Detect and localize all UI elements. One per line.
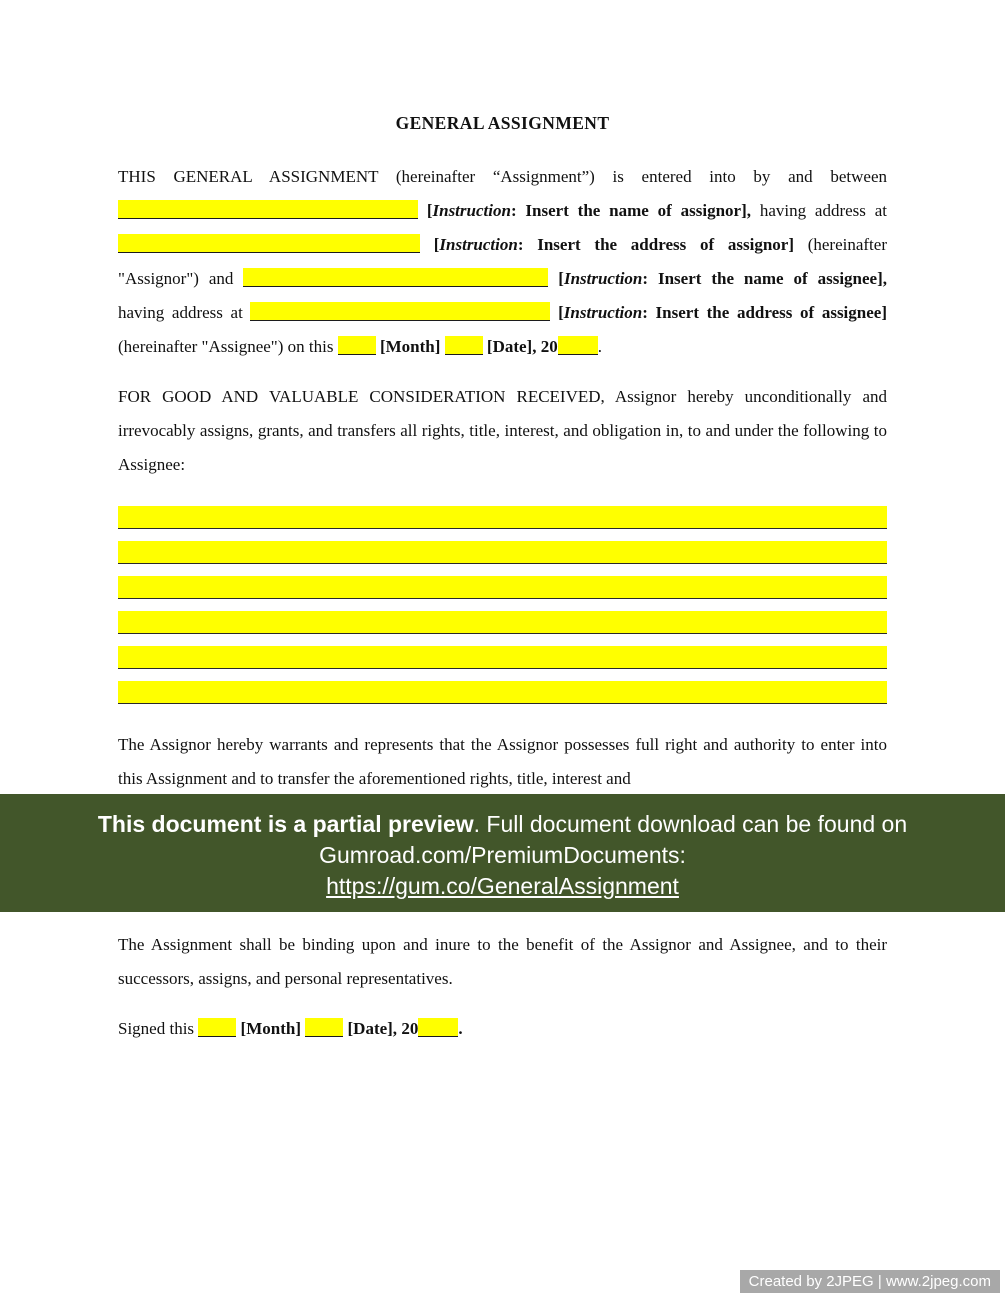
banner-rest-text: . Full document download can be found on Gumroad.com/PremiumDocuments: [319, 811, 908, 868]
text-run: [ [426, 201, 433, 220]
paragraph-consideration: FOR GOOD AND VALUABLE CONSIDERATION RECEIVED, Assignor hereby unconditionally and irrevocably assigns, grants, and transfers all rights, title, interest, and obligation in, to and under the following to Assignee: [118, 387, 887, 474]
text-run: : Insert the name of assignee], [642, 269, 888, 288]
text-run: Instruction [563, 269, 643, 288]
blank-field [305, 1018, 343, 1037]
text-run: : Insert the address of assignee] [642, 303, 887, 322]
paragraph-warranty: The Assignor hereby warrants and represents that the Assignor possesses full right and authority to enter into this Assignment and to transfer the aforementioned rights, title, interest and [118, 735, 887, 788]
blank-line [118, 681, 887, 704]
text-run: having address at [118, 303, 251, 322]
blank-lines [118, 506, 887, 704]
document-content [0, 112, 1005, 1046]
text-run: [Month] [236, 1019, 306, 1038]
banner-text-block [83, 809, 923, 902]
text-run [550, 303, 558, 322]
text-run [420, 235, 434, 254]
blank-line [118, 506, 887, 529]
text-run: (hereinafter "Assignor") and [118, 235, 887, 288]
text-run [418, 201, 427, 220]
blank-field [243, 268, 548, 287]
blank-field [118, 200, 418, 219]
text-run: . [597, 337, 602, 356]
watermark: Created by 2JPEG | www.2jpeg.com [740, 1270, 1000, 1293]
text-run: Instruction [439, 235, 518, 254]
banner-bold-text: This document is a partial preview [97, 811, 474, 837]
text-run: [ [558, 269, 564, 288]
text-run [548, 269, 558, 288]
blank-line [118, 576, 887, 599]
blank-field [558, 336, 598, 355]
text-run: . [458, 1019, 463, 1038]
blank-line [118, 646, 887, 669]
text-run: THIS GENERAL ASSIGNMENT (hereinafter “Assignment”) is entered into by and between [118, 167, 887, 186]
text-run: 20 [540, 337, 558, 356]
blank-field [338, 336, 376, 355]
blank-field [118, 234, 420, 253]
text-run: 20 [401, 1019, 419, 1038]
text-run: [ [433, 235, 440, 254]
text-run: [Month] [375, 337, 445, 356]
blank-line [118, 611, 887, 634]
blank-field [198, 1018, 236, 1037]
text-run: having address at [751, 201, 888, 220]
paragraph-signed [118, 1012, 887, 1046]
text-run: [Date], [482, 337, 541, 356]
document-title: GENERAL ASSIGNMENT [395, 113, 610, 133]
banner-download-link[interactable]: https://gum.co/GeneralAssignment [326, 873, 679, 899]
blank-field [250, 302, 550, 321]
text-run: [ [558, 303, 564, 322]
text-run: Signed this [118, 1019, 199, 1038]
preview-banner [0, 794, 1005, 912]
blank-field [445, 336, 483, 355]
text-run: : Insert the name of assignor], [510, 201, 752, 220]
text-run: [Date], [343, 1019, 402, 1038]
text-run: Instruction [563, 303, 643, 322]
text-run: Instruction [432, 201, 511, 220]
paragraph-parties [118, 160, 887, 364]
blank-field [418, 1018, 458, 1037]
text-run: : Insert the address of assignor] [517, 235, 794, 254]
paragraph-binding: The Assignment shall be binding upon and inure to the benefit of the Assignor and Assignee, and to their successors, assigns, and personal representatives. [118, 935, 887, 988]
blank-line [118, 541, 887, 564]
text-run: (hereinafter "Assignee") on this [118, 337, 338, 356]
